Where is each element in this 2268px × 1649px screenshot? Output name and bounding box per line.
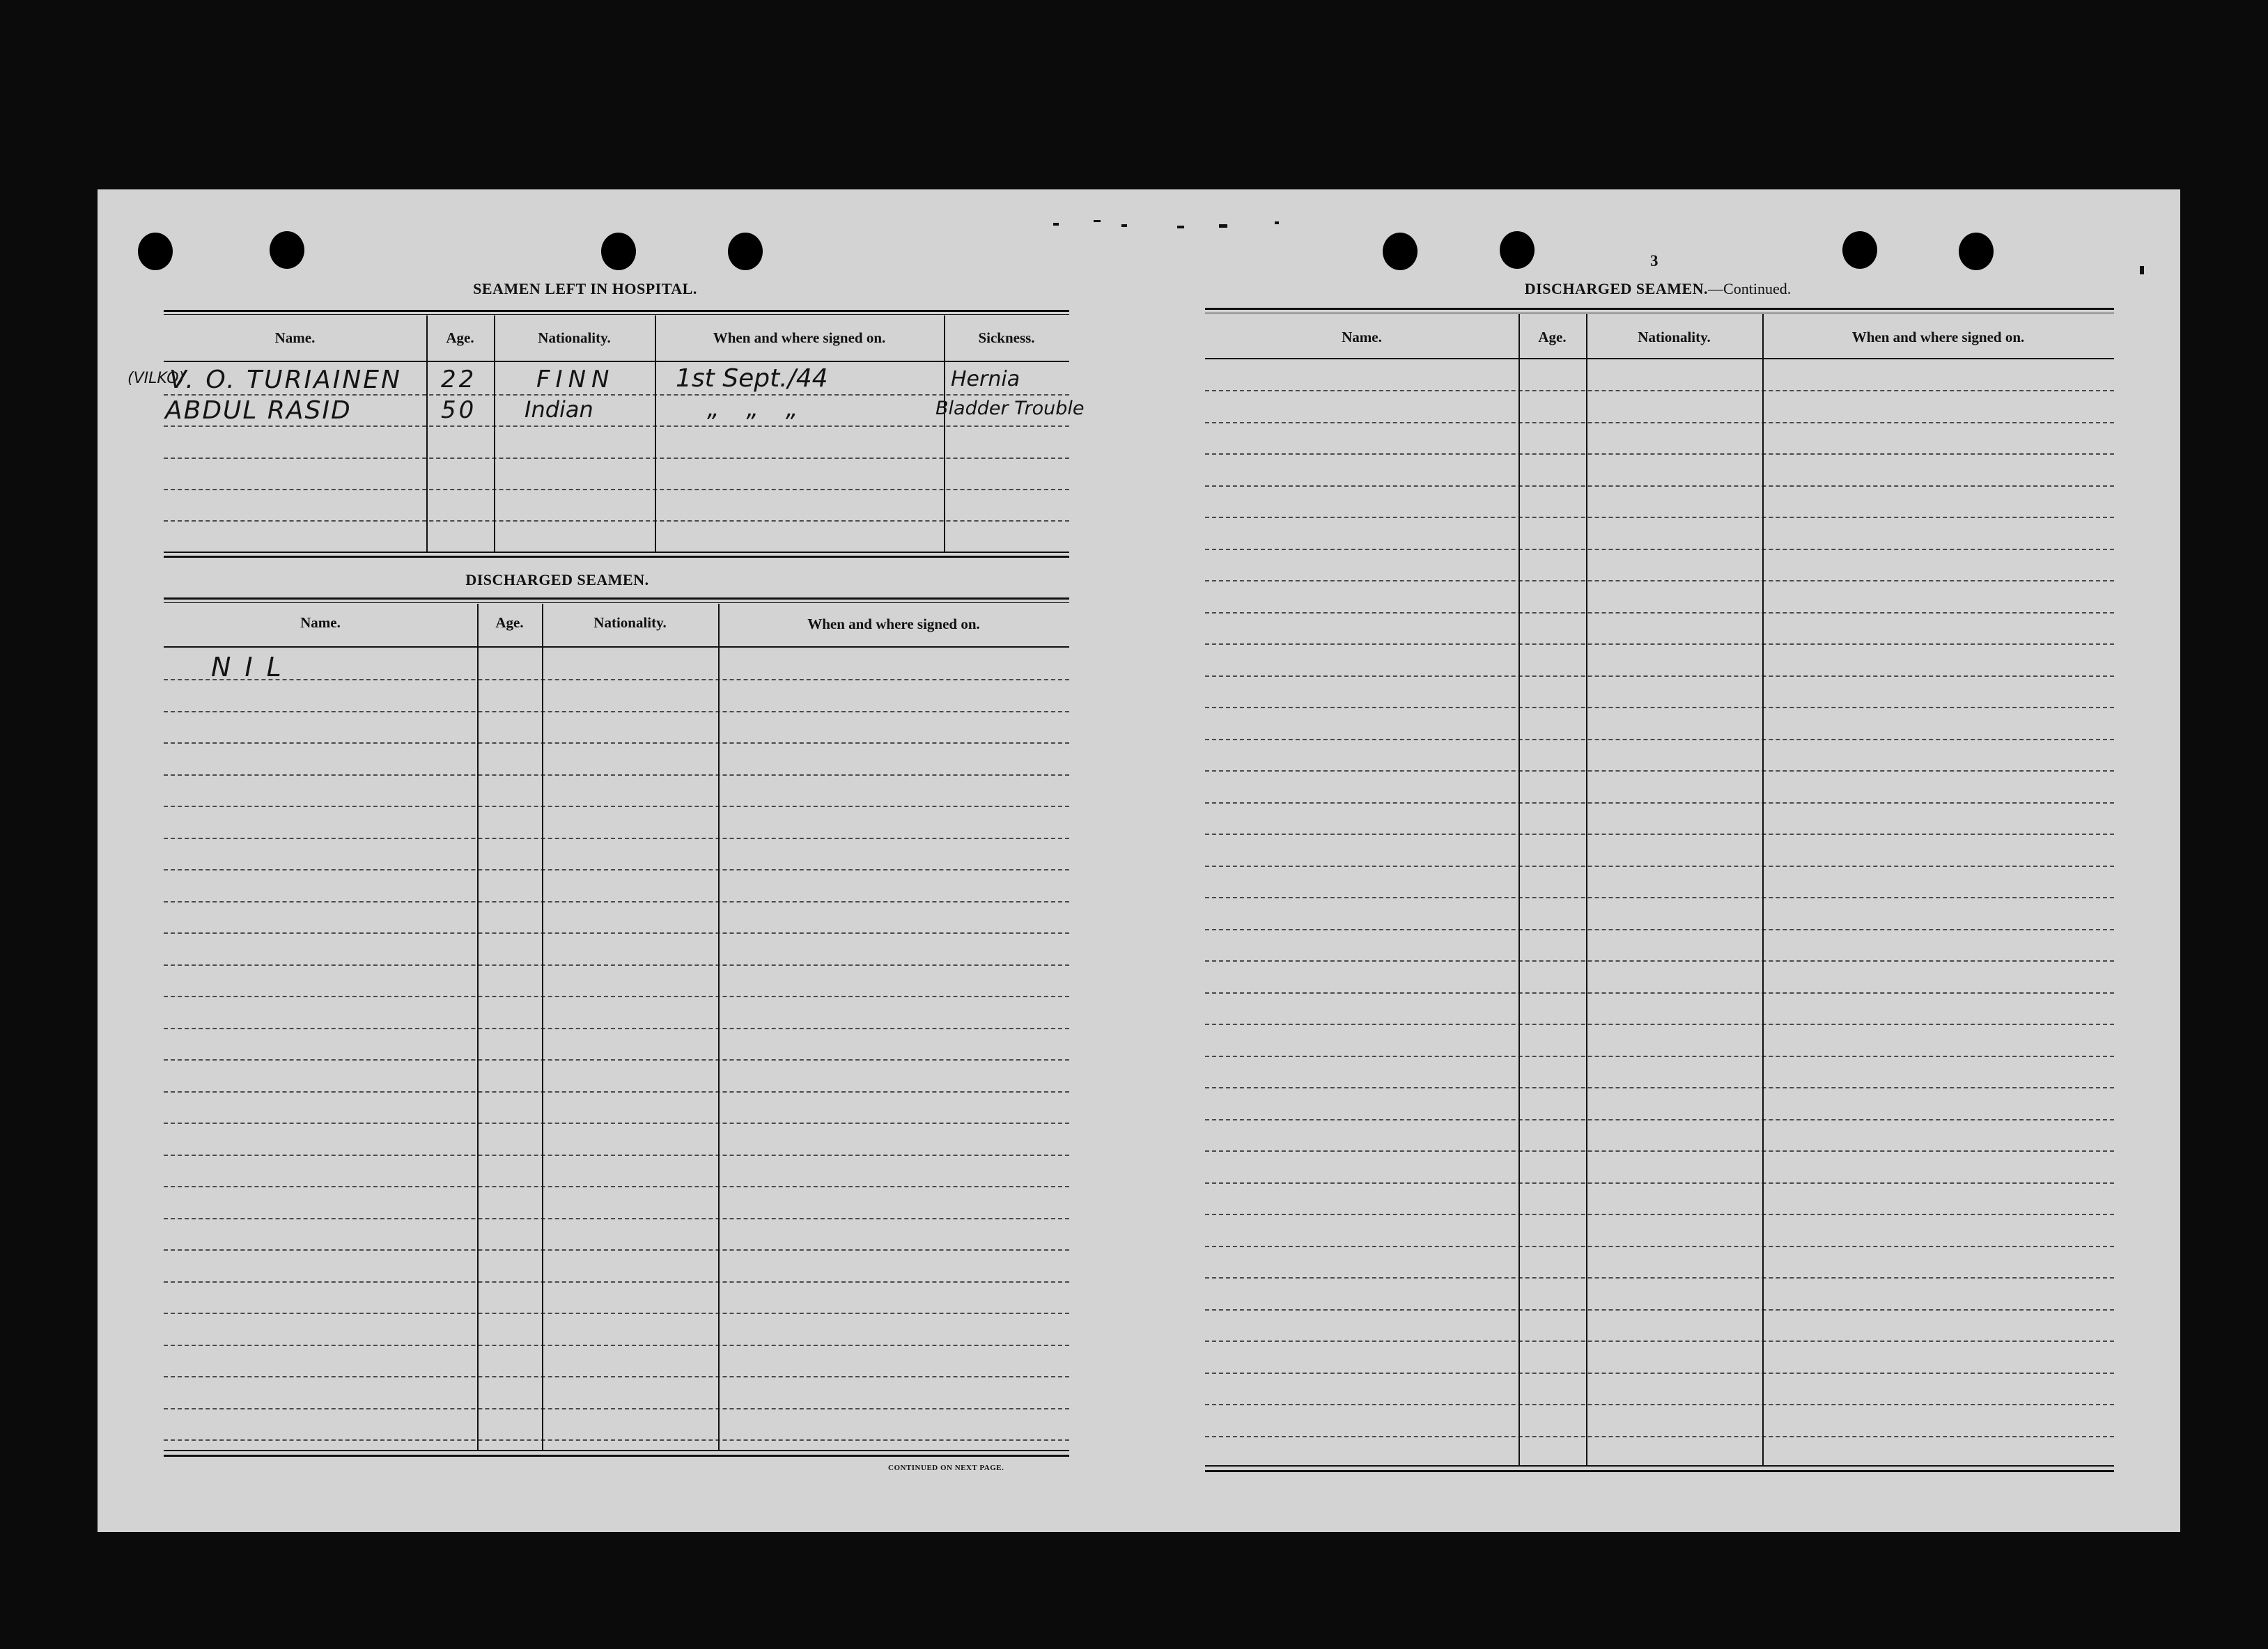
- continued-suffix: —Continued.: [1708, 280, 1792, 297]
- table-rule: [164, 556, 1069, 558]
- discharged-table: [164, 597, 1069, 1458]
- row1-signed-on: 1st Sept./44: [676, 364, 828, 393]
- ruled-line: [1205, 960, 2114, 962]
- row1-sickness: Hernia: [951, 367, 1020, 391]
- ruled-line: [164, 964, 1069, 966]
- ruled-line: [1205, 929, 2114, 930]
- page-number: 3: [1650, 252, 1659, 269]
- ruled-line: [1205, 422, 2114, 423]
- column-divider: [477, 604, 479, 1450]
- ruled-line: [164, 901, 1069, 902]
- row2-name: ABDUL RASID: [165, 396, 352, 425]
- ruled-line: [1205, 1436, 2114, 1437]
- row1-nationality: FINN: [536, 366, 615, 393]
- col-header-signed-on: When and where signed on.: [807, 616, 980, 632]
- ruled-line: [164, 869, 1069, 870]
- column-divider: [944, 315, 945, 552]
- column-divider: [1519, 314, 1520, 1465]
- ruled-line: [1205, 1214, 2114, 1215]
- ruled-line: [164, 1345, 1069, 1346]
- table-rule: [1205, 1470, 2114, 1472]
- column-divider: [426, 315, 428, 552]
- table-rule: [1205, 358, 2114, 359]
- col-header-signed-on: When and where signed on.: [713, 329, 886, 346]
- ruled-line: [1205, 1341, 2114, 1342]
- column-divider: [718, 604, 720, 1450]
- discharged-continued-title: [1477, 280, 1839, 298]
- speck: [2140, 266, 2144, 274]
- ruled-line: [164, 838, 1069, 839]
- ruled-line: [164, 679, 1069, 680]
- ruled-line: [1205, 1024, 2114, 1025]
- ruled-line: [164, 394, 1069, 396]
- ruled-line: [164, 1249, 1069, 1251]
- ruled-line: [1205, 897, 2114, 898]
- speck: [1121, 224, 1127, 227]
- ruled-line: [1205, 1246, 2114, 1247]
- ruled-line: [1205, 453, 2114, 455]
- ruled-line: [164, 1376, 1069, 1377]
- table-rule: [164, 1450, 1069, 1451]
- speck: [1053, 223, 1059, 226]
- ruled-line: [1205, 802, 2114, 804]
- ruled-line: [1205, 549, 2114, 550]
- col-header-age: Age.: [446, 329, 474, 346]
- punch-hole: [601, 233, 636, 270]
- ruled-line: [164, 489, 1069, 490]
- ruled-line: [1205, 1373, 2114, 1374]
- hospital-title: SEAMEN LEFT IN HOSPITAL.: [473, 280, 697, 297]
- ruled-line: [1205, 517, 2114, 518]
- ruled-line: [1205, 1056, 2114, 1057]
- col-header-nationality: Nationality.: [1638, 329, 1711, 345]
- ruled-line: [164, 1059, 1069, 1061]
- table-rule: [1205, 1465, 2114, 1467]
- row2-nationality: Indian: [525, 396, 593, 423]
- table-rule: [164, 597, 1069, 600]
- row2-age: 50: [441, 396, 477, 424]
- document-sheet: [98, 189, 2180, 1532]
- ruled-line: [1205, 580, 2114, 581]
- col-header-name: Name.: [1342, 329, 1382, 345]
- ruled-line: [164, 742, 1069, 744]
- row1-name: V. O. TURIAINEN: [169, 366, 402, 394]
- ruled-line: [164, 1028, 1069, 1029]
- col-header-nationality: Nationality.: [538, 329, 611, 346]
- ruled-line: [1205, 1087, 2114, 1088]
- ruled-line: [1205, 675, 2114, 677]
- ruled-line: [164, 1313, 1069, 1314]
- punch-hole: [1383, 233, 1418, 270]
- col-header-age: Age.: [1538, 329, 1567, 345]
- ruled-line: [164, 1186, 1069, 1187]
- ruled-line: [164, 1123, 1069, 1124]
- ruled-line: [1205, 643, 2114, 645]
- table-rule: [164, 552, 1069, 553]
- col-header-signed-on: When and where signed on.: [1851, 329, 2025, 345]
- table-rule: [164, 314, 1069, 315]
- ruled-line: [1205, 1277, 2114, 1279]
- col-header-name: Name.: [274, 329, 316, 346]
- ruled-line: [1205, 707, 2114, 708]
- ruled-line: [1205, 1119, 2114, 1120]
- ruled-line: [1205, 834, 2114, 835]
- column-divider: [494, 315, 495, 552]
- ruled-line: [164, 520, 1069, 522]
- continued-footer: CONTINUED ON NEXT PAGE.: [888, 1464, 1004, 1472]
- table-rule: [164, 1455, 1069, 1457]
- ruled-line: [164, 806, 1069, 807]
- column-divider: [1586, 314, 1587, 1465]
- column-divider: [1762, 314, 1764, 1465]
- ruled-line: [164, 711, 1069, 712]
- ruled-line: [164, 1091, 1069, 1093]
- col-header-age: Age.: [495, 614, 524, 631]
- column-divider: [655, 315, 656, 552]
- ruled-line: [1205, 992, 2114, 994]
- row1-age: 22: [441, 366, 477, 393]
- table-rule: [1205, 308, 2114, 310]
- ruled-line: [1205, 1182, 2114, 1184]
- ruled-line: [164, 1281, 1069, 1283]
- ruled-line: [1205, 1404, 2114, 1405]
- punch-hole: [270, 231, 304, 269]
- column-divider: [542, 604, 543, 1450]
- col-header-nationality: Nationality.: [593, 614, 667, 631]
- row2-signed-on: „ „ „: [707, 395, 808, 423]
- row2-sickness: Bladder Trouble: [935, 398, 1085, 419]
- punch-hole: [1959, 233, 1994, 270]
- ruled-line: [164, 425, 1069, 427]
- col-header-sickness: Sickness.: [978, 329, 1035, 346]
- hospital-table: [127, 310, 1085, 561]
- ruled-line: [1205, 390, 2114, 391]
- speck: [1094, 220, 1101, 222]
- discharged-title: DISCHARGED SEAMEN.: [465, 571, 649, 588]
- punch-hole: [1500, 231, 1535, 269]
- table-rule: [164, 361, 1069, 362]
- ruled-line: [164, 774, 1069, 776]
- ruled-line: [1205, 770, 2114, 772]
- ruled-line: [164, 1218, 1069, 1219]
- punch-hole: [1842, 231, 1877, 269]
- ruled-line: [164, 932, 1069, 934]
- discharged-continued-title-text: DISCHARGED SEAMEN.: [1524, 280, 1709, 297]
- ruled-line: [1205, 612, 2114, 614]
- ruled-line: [1205, 1150, 2114, 1152]
- ruled-line: [1205, 739, 2114, 740]
- col-header-name: Name.: [300, 614, 341, 631]
- punch-hole: [138, 233, 173, 270]
- table-rule: [164, 646, 1069, 648]
- ruled-line: [1205, 1309, 2114, 1311]
- speck: [1275, 221, 1279, 224]
- ruled-line: [1205, 866, 2114, 867]
- ruled-line: [1205, 485, 2114, 487]
- ruled-line: [164, 1439, 1069, 1441]
- ruled-line: [164, 996, 1069, 997]
- table-rule: [164, 602, 1069, 603]
- discharged-continued-table: [1205, 308, 2114, 1649]
- ruled-line: [164, 458, 1069, 459]
- ruled-line: [164, 1408, 1069, 1409]
- punch-hole: [728, 233, 763, 270]
- speck: [1219, 224, 1227, 228]
- nil-entry: NIL: [211, 652, 295, 682]
- table-rule: [164, 310, 1069, 312]
- ruled-line: [164, 1155, 1069, 1156]
- speck: [1177, 226, 1184, 228]
- annotation-vilko: (VILKO): [127, 370, 185, 387]
